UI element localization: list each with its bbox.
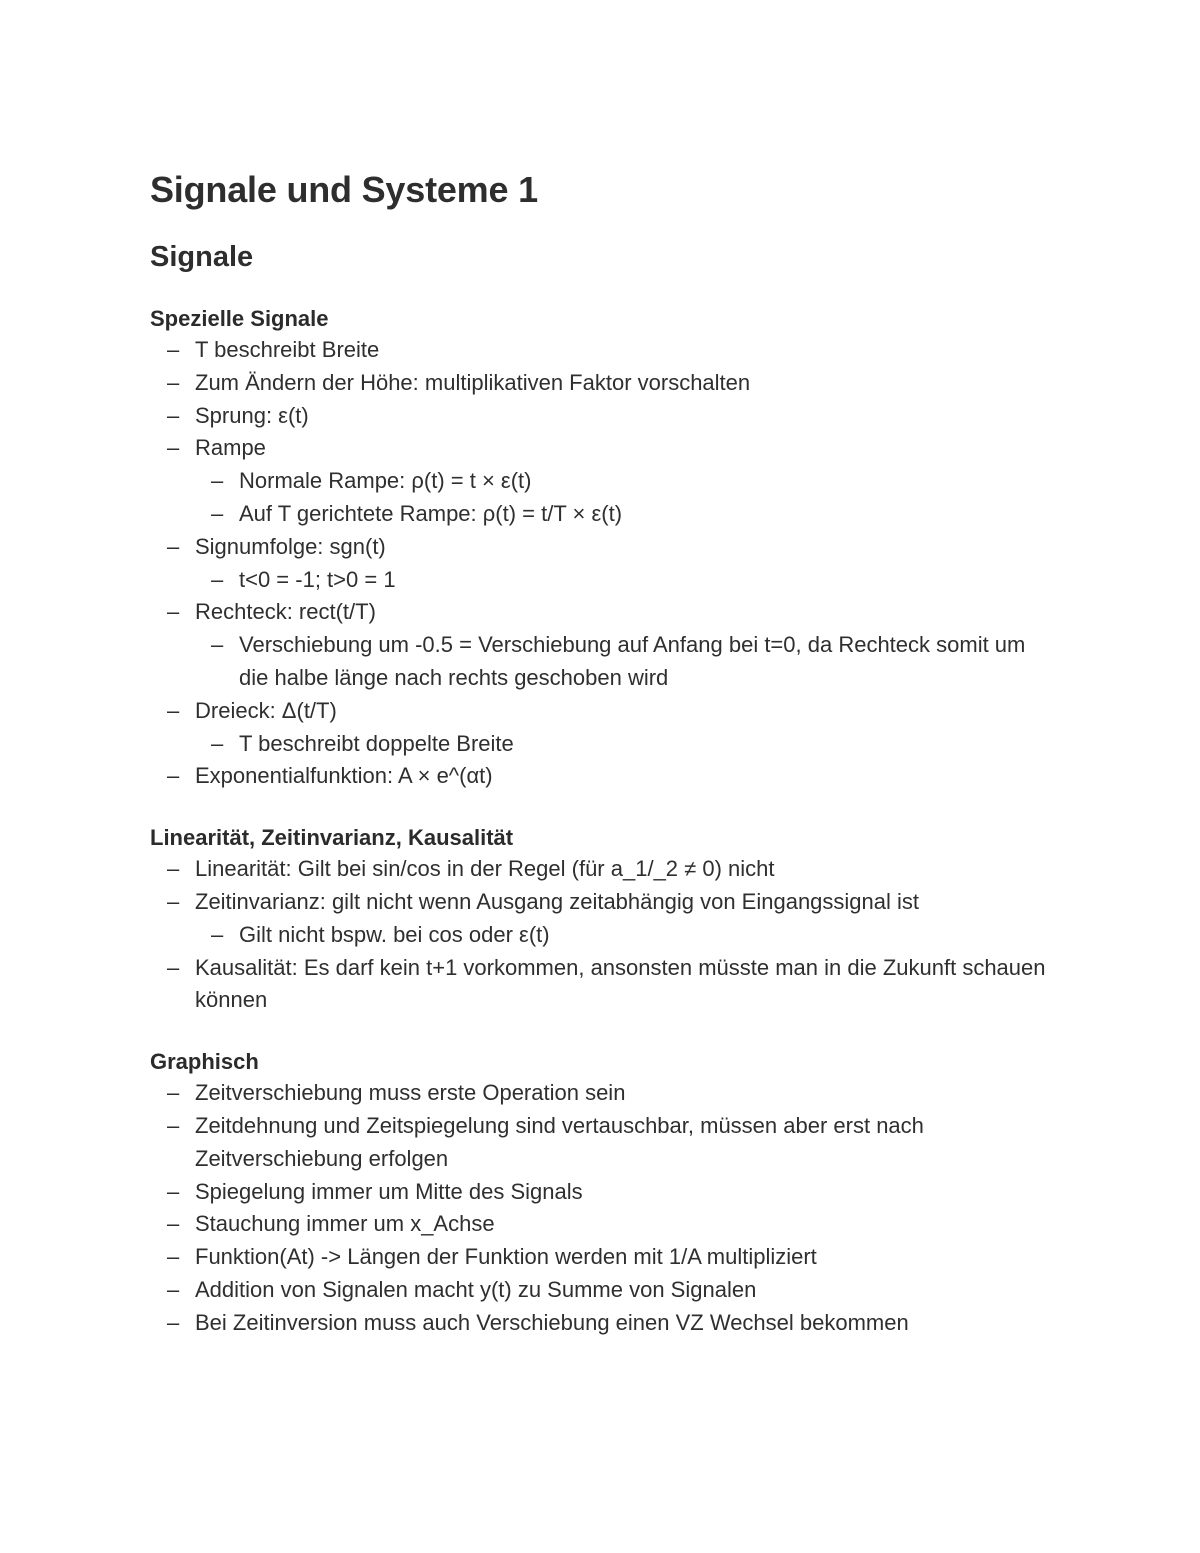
dash-bullet-icon: –	[167, 888, 180, 914]
list-item	[150, 695, 1050, 728]
list-item-text: Rampe	[195, 435, 266, 461]
dash-bullet-icon: –	[211, 566, 224, 592]
list-item	[150, 853, 1050, 886]
dash-bullet-icon: –	[167, 599, 180, 625]
list-item-text: Funktion(At) -> Längen der Funktion werden mit 1/A multipliziert	[195, 1244, 817, 1270]
chapter-heading: Signale	[150, 241, 254, 273]
list-item-text: Zeitverschiebung muss erste Operation sein	[195, 1080, 626, 1106]
dash-bullet-icon: –	[211, 730, 224, 756]
list-item	[150, 1307, 1050, 1340]
dash-bullet-icon: –	[167, 1178, 180, 1204]
section	[150, 304, 1050, 793]
bullet-list	[150, 853, 1050, 1017]
list-item-text: Spiegelung immer um Mitte des Signals	[195, 1178, 583, 1204]
sections-container	[150, 304, 1050, 1340]
dash-bullet-icon: –	[167, 954, 180, 980]
section	[150, 1047, 1050, 1339]
list-item-text: Linearität: Gilt bei sin/cos in der Regel (für a_1/_2 ≠ 0) nicht	[195, 856, 775, 882]
list-item	[150, 1176, 1050, 1209]
list-item-text: Signumfolge: sgn(t)	[195, 533, 386, 559]
dash-bullet-icon: –	[211, 500, 224, 526]
list-item-text: Zum Ändern der Höhe: multiplikativen Faktor vorschalten	[195, 369, 751, 395]
list-item	[150, 760, 1050, 793]
dash-bullet-icon: –	[211, 632, 224, 658]
dash-bullet-icon: –	[167, 1112, 180, 1138]
section-heading: Spezielle Signale	[150, 306, 329, 331]
dash-bullet-icon: –	[167, 1211, 180, 1237]
dash-bullet-icon: –	[167, 763, 180, 789]
sub-list-item	[150, 919, 1050, 952]
list-item-text: t<0 = -1; t>0 = 1	[239, 566, 396, 592]
list-item-text: Stauchung immer um x_Achse	[195, 1211, 495, 1237]
list-item-text: Addition von Signalen macht y(t) zu Summe von Signalen	[195, 1276, 757, 1302]
list-item	[150, 952, 1050, 1018]
list-item-text: Exponentialfunktion: A × e^(αt)	[195, 763, 493, 789]
list-item-text: T beschreibt doppelte Breite	[239, 730, 514, 756]
dash-bullet-icon: –	[167, 856, 180, 882]
dash-bullet-icon: –	[167, 369, 180, 395]
document-title: Signale und Systeme 1	[150, 169, 538, 210]
list-item	[150, 367, 1050, 400]
dash-bullet-icon: –	[211, 921, 224, 947]
list-item	[150, 1274, 1050, 1307]
sub-list-item	[150, 629, 1050, 695]
section-heading: Graphisch	[150, 1049, 259, 1075]
list-item	[150, 1077, 1050, 1110]
list-item	[150, 1110, 1050, 1176]
list-item	[150, 886, 1050, 919]
dash-bullet-icon: –	[167, 533, 180, 559]
list-item-text: T beschreibt Breite	[195, 337, 380, 362]
list-item-text: Dreieck: Δ(t/T)	[195, 697, 337, 723]
list-item-text: Sprung: ε(t)	[195, 402, 309, 428]
dash-bullet-icon: –	[167, 337, 180, 362]
sub-list-item	[150, 498, 1050, 531]
dash-bullet-icon: –	[167, 1309, 180, 1335]
document-page	[150, 168, 1050, 1340]
dash-bullet-icon: –	[167, 435, 180, 461]
list-item	[150, 400, 1050, 433]
list-item-text: Rechteck: rect(t/T)	[195, 599, 376, 625]
list-item-text: Gilt nicht bspw. bei cos oder ε(t)	[239, 921, 550, 947]
dash-bullet-icon: –	[167, 1244, 180, 1270]
dash-bullet-icon: –	[167, 402, 180, 428]
list-item-text: Verschiebung um -0.5 = Verschiebung auf Anfang bei t=0, da Rechteck somit um die halbe länge nach rechts geschoben wird	[239, 632, 1026, 690]
dash-bullet-icon: –	[167, 697, 180, 723]
dash-bullet-icon: –	[167, 1080, 180, 1106]
list-item-text: Zeitdehnung und Zeitspiegelung sind vertauschbar, müssen aber erst nach Zeitverschiebung erfolgen	[195, 1112, 924, 1171]
dash-bullet-icon: –	[211, 468, 224, 494]
list-item-text: Auf T gerichtete Rampe: ρ(t) = t/T × ε(t)	[239, 500, 623, 526]
section	[150, 823, 1050, 1017]
bullet-list	[150, 1077, 1050, 1339]
list-item	[150, 1208, 1050, 1241]
bullet-list	[150, 334, 1050, 793]
list-item-text: Zeitinvarianz: gilt nicht wenn Ausgang zeitabhängig von Eingangssignal ist	[195, 888, 920, 914]
list-item	[150, 596, 1050, 629]
dash-bullet-icon: –	[167, 1276, 180, 1302]
sub-list-item	[150, 728, 1050, 761]
sub-list-item	[150, 564, 1050, 597]
sub-list-item	[150, 465, 1050, 498]
list-item-text: Kausalität: Es darf kein t+1 vorkommen, ansonsten müsste man in die Zukunft schauen können	[195, 954, 1046, 1013]
list-item	[150, 334, 1050, 367]
list-item	[150, 1241, 1050, 1274]
section-heading: Linearität, Zeitinvarianz, Kausalität	[150, 825, 514, 851]
list-item	[150, 531, 1050, 564]
list-item-text: Bei Zeitinversion muss auch Verschiebung einen VZ Wechsel bekommen	[195, 1309, 909, 1335]
list-item	[150, 432, 1050, 465]
list-item-text: Normale Rampe: ρ(t) = t × ε(t)	[239, 468, 532, 494]
